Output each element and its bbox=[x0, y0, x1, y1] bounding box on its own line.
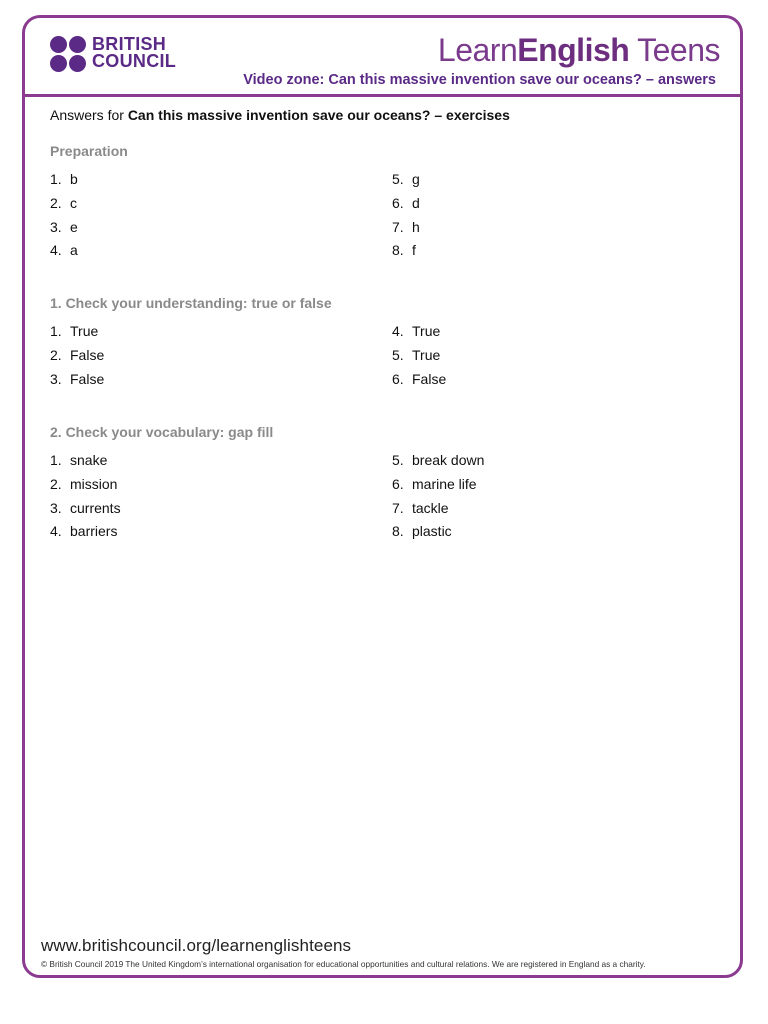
true-false-answers-right bbox=[392, 320, 446, 391]
footer-legal-text: © British Council 2019 The United Kingdom’s international organisation for educational opportunities and cultural relations. We are registered in England as a charity. bbox=[41, 959, 646, 969]
answer-item: 7. tackle bbox=[392, 499, 449, 516]
intro-prefix: Answers for bbox=[50, 107, 128, 123]
preparation-answers-left bbox=[50, 168, 78, 263]
answer-item: 8. plastic bbox=[392, 523, 452, 540]
answer-item: 4. True bbox=[392, 323, 441, 339]
answer-item: 5. g bbox=[392, 171, 420, 187]
preparation-answers-right bbox=[392, 168, 420, 263]
answer-item: 1. snake bbox=[50, 452, 108, 468]
answer-item: 2. c bbox=[50, 194, 77, 211]
answer-item: 4. barriers bbox=[50, 523, 118, 540]
answer-item: 7. h bbox=[392, 218, 420, 235]
answer-item: 1. True bbox=[50, 323, 99, 339]
british-council-dots-icon bbox=[50, 36, 88, 74]
true-false-answers-left bbox=[50, 320, 104, 391]
gap-fill-answers-right bbox=[392, 449, 484, 544]
answer-item: 6. d bbox=[392, 194, 420, 211]
brand-teens: Teens bbox=[629, 32, 720, 68]
answer-item: 3. currents bbox=[50, 499, 121, 516]
learnenglish-teens-logo bbox=[438, 32, 720, 69]
brand-english: English bbox=[517, 32, 630, 68]
header-divider bbox=[22, 94, 743, 97]
answer-item: 2. mission bbox=[50, 475, 118, 492]
answer-item: 3. False bbox=[50, 370, 105, 387]
answer-item: 6. marine life bbox=[392, 475, 477, 492]
answer-item: 2. False bbox=[50, 346, 105, 363]
intro-title: Can this massive invention save our oceans? – exercises bbox=[127, 107, 510, 123]
intro-line bbox=[50, 107, 510, 123]
section-title-preparation: Preparation bbox=[50, 143, 128, 159]
page-border bbox=[22, 15, 743, 978]
answer-item: 5. True bbox=[392, 346, 441, 363]
footer-url-link[interactable]: www.britishcouncil.org/learnenglishteens bbox=[41, 936, 352, 955]
answer-item: 8. f bbox=[392, 242, 416, 259]
british-council-wordmark: BRITISH COUNCIL bbox=[92, 34, 177, 71]
section-title-gap-fill: 2. Check your vocabulary: gap fill bbox=[50, 424, 274, 440]
answer-item: 5. break down bbox=[392, 452, 485, 468]
answer-item: 3. e bbox=[50, 218, 78, 235]
gap-fill-answers-left bbox=[50, 449, 121, 544]
answer-item: 6. False bbox=[392, 370, 447, 387]
page-subtitle: Video zone: Can this massive invention save our oceans? – answers bbox=[243, 72, 716, 88]
answer-item: 1. b bbox=[50, 171, 78, 187]
section-title-true-false: 1. Check your understanding: true or false bbox=[50, 295, 332, 311]
brand-learn: Learn bbox=[437, 32, 518, 68]
answer-item: 4. a bbox=[50, 242, 78, 259]
